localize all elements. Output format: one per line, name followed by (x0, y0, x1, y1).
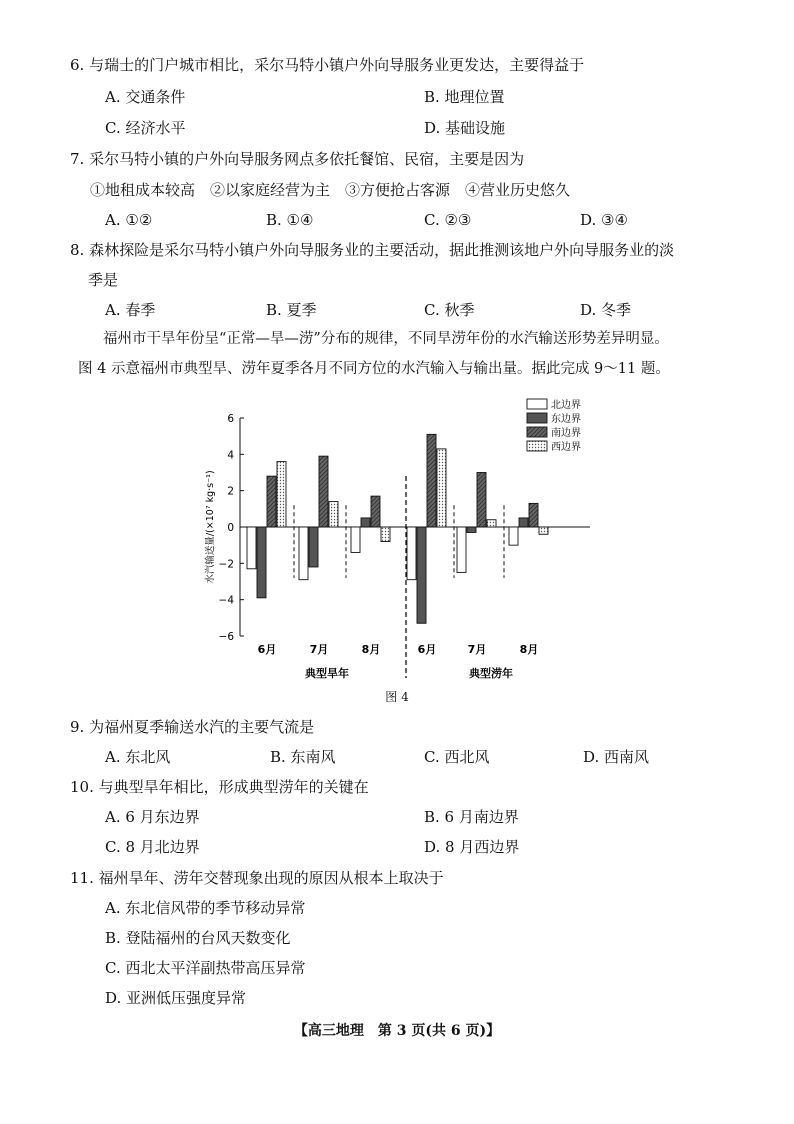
q6-option-d: D. 基础设施 (424, 119, 506, 137)
x-category-label: 8月 (519, 643, 539, 656)
bar-西边界-2 (329, 502, 338, 527)
q9-option-b: B. 东南风 (270, 748, 336, 766)
y-tick-label: −4 (218, 594, 234, 607)
q7-items: ①地租成本较高 ②以家庭经营为主 ③方便抢占客源 ④营业历史悠久 (90, 181, 571, 199)
q11-stem: 11. 福州旱年、涝年交替现象出现的原因从根本上取决于 (70, 869, 444, 887)
bar-南边界-4 (427, 434, 436, 527)
legend-swatch-南边界 (527, 427, 547, 437)
bar-西边界-5 (487, 520, 496, 527)
x-category-label: 6月 (257, 643, 277, 656)
bar-北边界-5 (457, 527, 466, 572)
bar-北边界-3 (351, 527, 360, 552)
q11-option-a: A. 东北信风带的季节移动异常 (105, 899, 306, 917)
x-category-label: 7月 (467, 643, 487, 656)
q9-option-d: D. 西南风 (583, 748, 650, 766)
y-tick-label: −6 (218, 631, 234, 643)
bar-东边界-6 (519, 518, 528, 527)
q8-option-a: A. 春季 (105, 301, 156, 319)
q8-option-c: C. 秋季 (424, 301, 475, 319)
bar-东边界-3 (361, 518, 370, 527)
bar-南边界-3 (371, 496, 380, 527)
x-category-label: 8月 (361, 643, 381, 656)
legend-label: 东边界 (551, 414, 581, 425)
q6-stem: 6. 与瑞士的门户城市相比，采尔马特小镇户外向导服务业更发达，主要得益于 (70, 56, 585, 74)
bar-北边界-2 (299, 527, 308, 580)
legend-swatch-东边界 (527, 413, 547, 423)
q11-option-c: C. 西北太平洋副热带高压异常 (105, 959, 306, 977)
intro-line2: 图 4 示意福州市典型旱、涝年夏季各月不同方位的水汽输入与输出量。据此完成 9～11 题。 (78, 361, 670, 377)
q9-option-c: C. 西北风 (424, 748, 490, 766)
q10-option-c: C. 8 月北边界 (105, 838, 200, 856)
intro-line1: 福州市干旱年份呈“正常—旱—涝”分布的规律，不同旱涝年份的水汽输送形势差异明显。 (103, 331, 669, 347)
q9-stem: 9. 为福州夏季输送水汽的主要气流是 (70, 718, 315, 736)
bar-西边界-3 (381, 527, 390, 542)
y-tick-label: 6 (227, 413, 234, 425)
q7-option-b: B. ①④ (266, 211, 314, 229)
legend-swatch-西边界 (527, 441, 547, 451)
q7-option-c: C. ②③ (424, 211, 472, 229)
figure-caption: 图 4 (385, 690, 409, 704)
q9-option-a: A. 东北风 (105, 748, 171, 766)
figure-4-chart (195, 398, 615, 683)
q10-option-d: D. 8 月西边界 (424, 838, 520, 856)
y-tick-label: 0 (227, 522, 234, 534)
q10-option-b: B. 6 月南边界 (424, 808, 519, 826)
q6-option-c: C. 经济水平 (105, 119, 186, 137)
q6-option-a: A. 交通条件 (105, 88, 186, 106)
bar-北边界-1 (247, 527, 256, 569)
legend-label: 西边界 (551, 442, 581, 453)
bar-北边界-4 (407, 527, 416, 580)
q8-stem-line2: 季是 (88, 271, 119, 289)
q10-stem: 10. 与典型旱年相比，形成典型涝年的关键在 (70, 778, 369, 796)
page-footer: 【高三地理 第 3 页(共 6 页)】 (293, 1023, 501, 1039)
bar-东边界-5 (467, 527, 476, 532)
bar-北边界-6 (509, 527, 518, 545)
bar-西边界-1 (277, 462, 286, 527)
y-tick-label: 2 (227, 485, 234, 498)
bar-西边界-4 (437, 449, 446, 527)
bar-南边界-2 (319, 456, 328, 527)
q7-option-a: A. ①② (105, 211, 153, 229)
bar-南边界-5 (477, 473, 486, 528)
bar-西边界-6 (539, 527, 548, 534)
x-category-label: 7月 (309, 643, 329, 656)
legend-label: 北边界 (551, 400, 581, 411)
bar-南边界-1 (267, 476, 276, 527)
group-label-dry: 典型旱年 (305, 667, 349, 680)
chart-svg (195, 398, 615, 683)
x-category-label: 6月 (417, 643, 437, 656)
bar-南边界-6 (529, 503, 538, 527)
q10-option-a: A. 6 月东边界 (105, 808, 200, 826)
q7-option-d: D. ③④ (580, 211, 628, 229)
q11-option-b: B. 登陆福州的台风天数变化 (105, 929, 291, 947)
q11-option-d: D. 亚洲低压强度异常 (105, 989, 247, 1007)
q8-stem-line1: 8. 森林探险是采尔马特小镇户外向导服务业的主要活动，据此推测该地户外向导服务业的淡 (70, 241, 675, 259)
y-tick-label: −2 (218, 558, 234, 571)
q7-stem: 7. 采尔马特小镇的户外向导服务网点多依托餐馆、民宿，主要是因为 (70, 150, 525, 168)
legend-swatch-北边界 (527, 399, 547, 409)
legend-label: 南边界 (551, 428, 581, 439)
bar-东边界-2 (309, 527, 318, 567)
bar-东边界-4 (417, 527, 426, 623)
q8-option-b: B. 夏季 (266, 301, 317, 319)
group-label-wet: 典型涝年 (469, 667, 513, 680)
bar-东边界-1 (257, 527, 266, 598)
q6-option-b: B. 地理位置 (424, 88, 505, 106)
y-axis-label: 水汽输送量/(×10⁷ kg·s⁻¹) (205, 470, 216, 584)
q8-option-d: D. 冬季 (580, 301, 632, 319)
y-tick-label: 4 (227, 449, 234, 462)
